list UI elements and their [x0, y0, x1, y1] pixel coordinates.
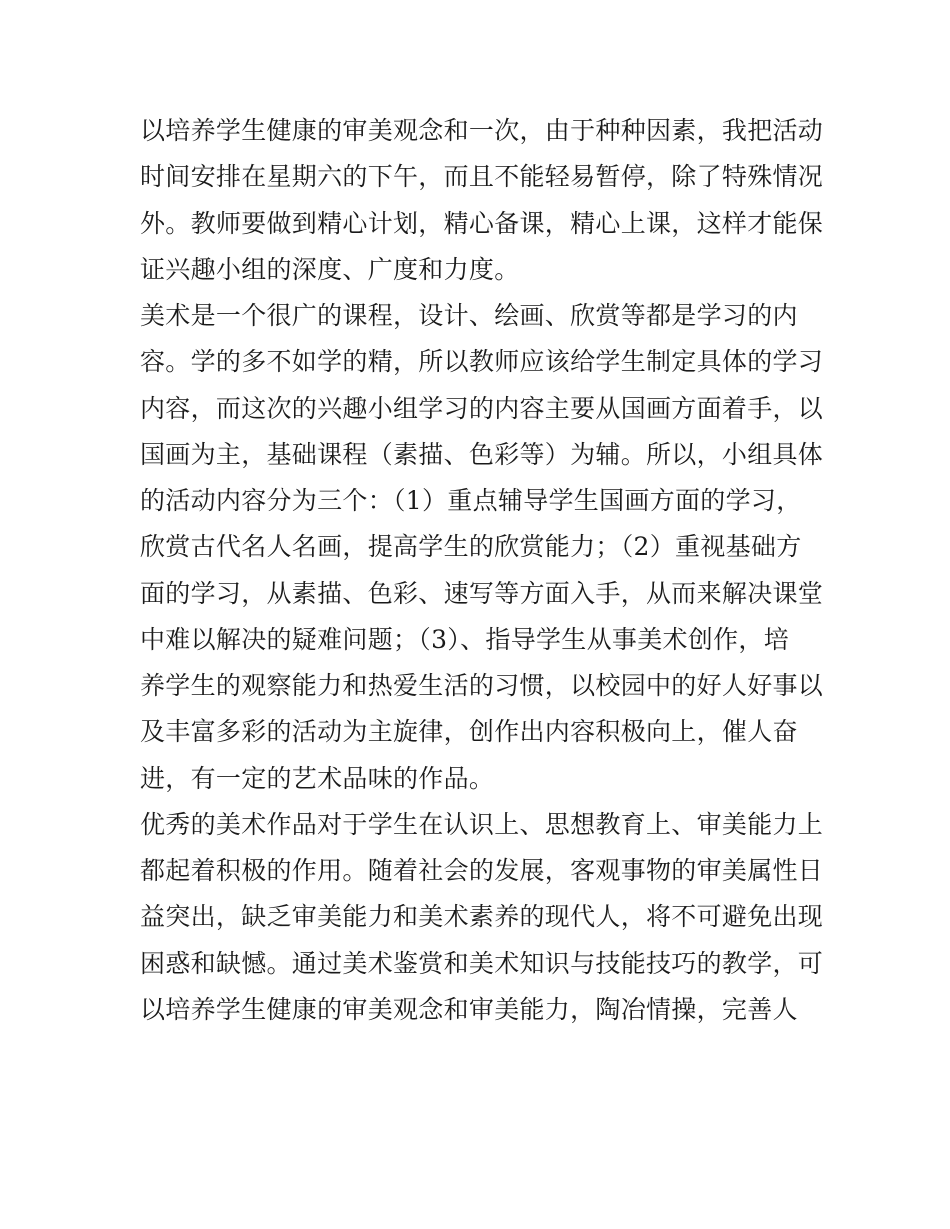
text-line: 容。学的多不如学的精，所以教师应该给学生制定具体的学习: [140, 347, 824, 377]
text-line: 美术是一个很广的课程，设计、绘画、欣赏等都是学习的内: [140, 301, 798, 330]
text-line: 都起着积极的作用。随着社会的发展，客观事物的审美属性日: [140, 856, 824, 885]
text-line: 困惑和缺憾。通过美术鉴赏和美术知识与技能技巧的教学，可: [140, 948, 824, 978]
text-line: 以培养学生健康的审美观念和一次，由于种种因素，我把活动: [140, 116, 824, 145]
text-line: 外。教师要做到精心计划，精心备课，精心上课，这样才能保: [140, 208, 824, 238]
text-line: 及丰富多彩的活动为主旋律，创作出内容积极向上，催人奋: [140, 717, 798, 747]
body-text: [140, 108, 824, 1033]
text-line: 优秀的美术作品对于学生在认识上、思想教育上、审美能力上: [140, 809, 824, 839]
text-line: 内容，而这次的兴趣小组学习的内容主要从国画方面着手，以: [140, 393, 824, 423]
text-line: 面的学习，从素描、色彩、速写等方面入手，从而来解决课堂: [140, 578, 824, 608]
text-line: 益突出，缺乏审美能力和美术素养的现代人，将不可避免出现: [140, 902, 824, 932]
text-line: 欣赏古代名人名画，提高学生的欣赏能力；（2）重视基础方: [140, 532, 802, 562]
text-line: 的活动内容分为三个：（1）重点辅导学生国画方面的学习，: [140, 486, 802, 515]
text-line: 进，有一定的艺术品味的作品。: [140, 763, 495, 793]
text-line: 养学生的观察能力和热爱生活的习惯，以校园中的好人好事以: [140, 671, 824, 700]
text-line: 以培养学生健康的审美观念和审美能力，陶冶情操，完善人: [140, 994, 798, 1024]
text-line: 时间安排在星期六的下午，而且不能轻易暂停，除了特殊情况: [140, 162, 824, 192]
text-line: 中难以解决的疑难问题；（3）、指导学生从事美术创作，培: [140, 624, 790, 654]
text-line: 证兴趣小组的深度、广度和力度。: [140, 254, 520, 284]
text-line: 国画为主，基础课程（素描、色彩等）为辅。所以，小组具体: [140, 439, 824, 469]
